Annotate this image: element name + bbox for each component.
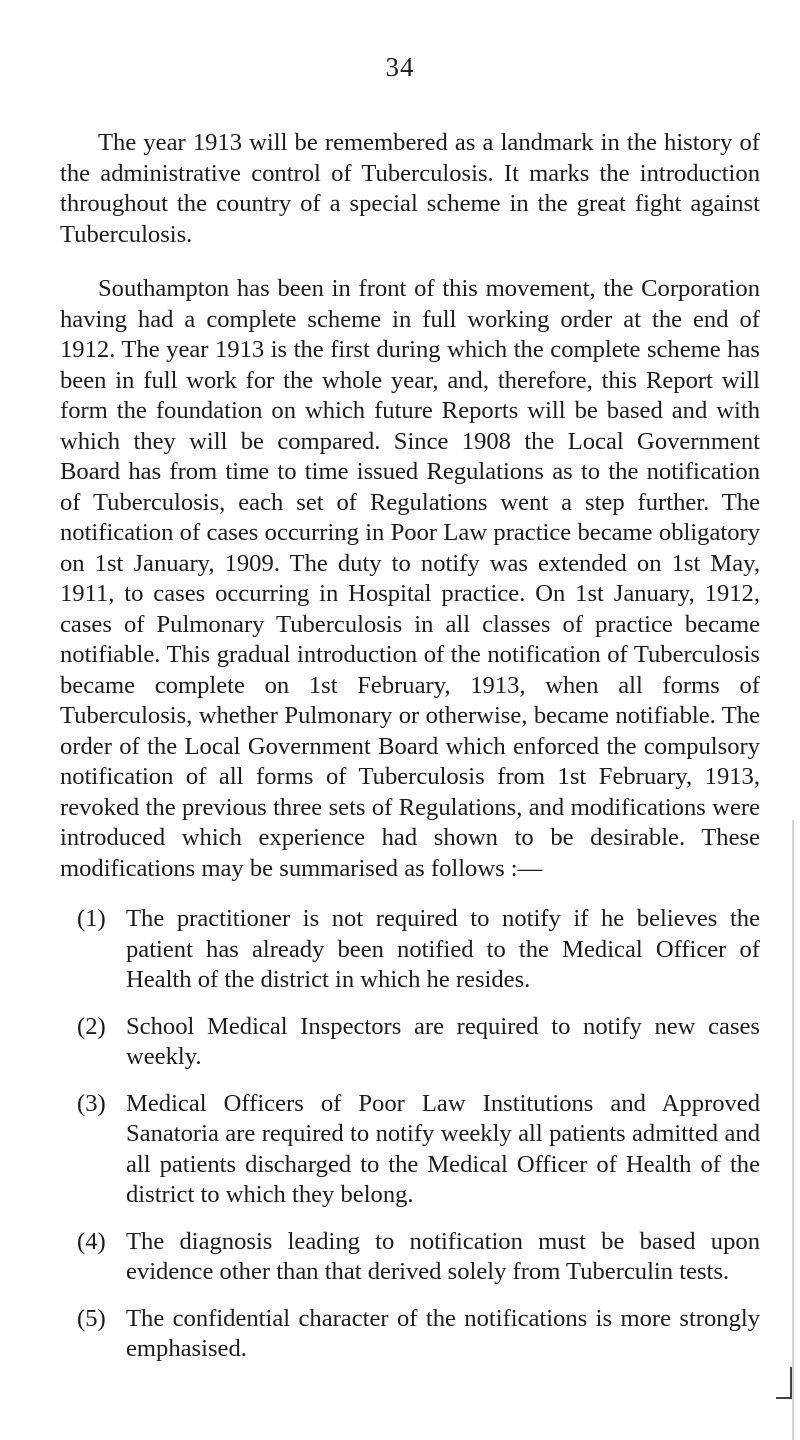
list-item-text: The diagnosis leading to notification must be based upon evidence other than that derived solely from Tuberculin tests.	[126, 1227, 760, 1285]
list-item	[77, 904, 760, 996]
list-item	[77, 1227, 760, 1288]
list-item-text: The practitioner is not required to notify if he believes the patient has already been notified to the Medical Officer of Health of the district in which he resides.	[126, 905, 760, 993]
list-item-number: (4)	[77, 1227, 106, 1255]
modifications-list	[60, 904, 760, 1365]
list-item	[77, 1012, 760, 1073]
list-item-number: (2)	[77, 1012, 106, 1040]
page-corner-mark	[776, 1367, 792, 1399]
list-item	[77, 1089, 760, 1211]
list-item-text: Medical Officers of Poor Law Institutions and Approved Sanatoria are required to notify weekly all patients admitted and all patients discharged to the Medical Officer of Health of the district to which they belong.	[126, 1089, 760, 1208]
page-body	[60, 128, 760, 1381]
list-item-number: (5)	[77, 1304, 106, 1332]
paragraph-intro: The year 1913 will be remembered as a landmark in the history of the administrative control of Tuberculosis. It marks the introduction throughout the country of a special scheme in the great fight against Tuberculosis.	[60, 129, 760, 248]
page-number: 34	[385, 52, 415, 82]
list-item-text: School Medical Inspectors are required to notify new cases weekly.	[126, 1012, 760, 1070]
list-item-number: (3)	[77, 1089, 106, 1117]
page-edge-shadow	[792, 820, 794, 1440]
list-item-text: The confidential character of the notifications is more strongly emphasised.	[126, 1304, 760, 1362]
paragraph-southampton: Southampton has been in front of this movement, the Corporation having had a complete scheme in full working order at the end of 1912. The year 1913 is the first during which the complete scheme has been in full work for the whole year, and, therefore, this Report will form the foundation on which future Reports will be based and with which they will be compared. Since 1908 the Local Government Board has from time to time issued Regulations as to the notification of Tuberculosis, each set of Regulations went a step further. The notification of cases occurring in Poor Law practice became obligatory on 1st January, 1909. The duty to notify was extended on 1st May, 1911, to cases occurring in Hospital practice. On 1st January, 1912, cases of Pulmonary Tuberculosis in all classes of practice became notifiable. This gradual introduction of the notification of Tuberculosis became complete on 1st February, 1913, when all forms of Tuberculosis, whether Pulmonary or otherwise, became notifiable. The order of the Local Government Board which enforced the compulsory notification of all forms of Tuberculosis from 1st February, 1913, revoked the previous three sets of Regulations, and modifications were introduced which experience had shown to be desirable. These modifications may be summarised as follows :—	[60, 275, 760, 882]
list-item-number: (1)	[77, 905, 106, 932]
list-item	[77, 1304, 760, 1365]
